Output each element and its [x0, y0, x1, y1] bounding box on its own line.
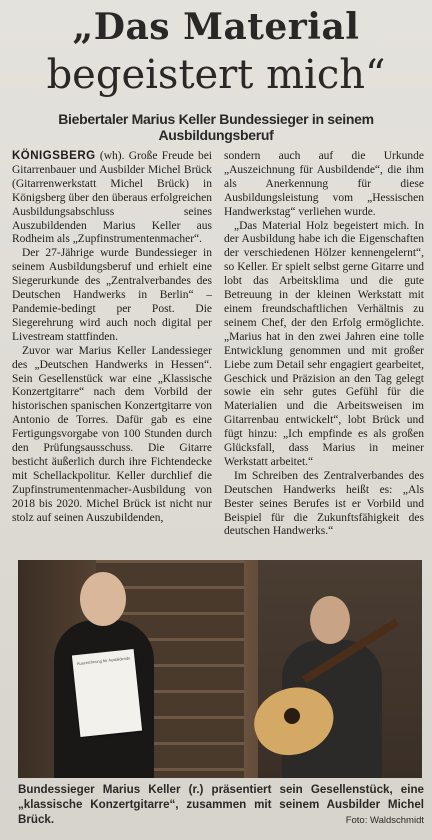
person-marius-keller-head	[310, 596, 350, 644]
dateline-location: KÖNIGSBERG	[12, 150, 96, 162]
headline-line-2: begeistert mich“	[46, 52, 386, 98]
photo-credit: Foto: Waldschmidt	[345, 815, 424, 826]
person-michel-brueck-head	[80, 572, 126, 626]
article-paragraph: sondern auch auf die Urkunde „Auszeichnung für Ausbildende“, die ihm als Anerkennung für diese Ausbildungsleistung vom „Hessischen Handwerkstag“ verliehen wurde.	[224, 150, 424, 218]
article-paragraph	[12, 150, 212, 247]
certificate	[72, 649, 142, 737]
article-photo	[18, 560, 422, 778]
caption-text: Bundessieger Marius Keller (r.) präsentiert sein Gesellenstück, eine „klassische Konzertgitarre“, zusammen mit seinem Ausbilder Michel Brück.	[18, 783, 424, 826]
guitar-soundhole	[284, 708, 300, 724]
subheadline: Biebertaler Marius Keller Bundessieger in seinem Ausbildungsberuf	[58, 111, 374, 143]
headline-line-1: „Das Material	[72, 6, 360, 48]
article-column-left	[12, 150, 212, 525]
article-paragraph: Im Schreiben des Zentralverbandes des Deutschen Handwerks heißt es: „Als Bester seines Berufes ist er Vorbild und Beispiel für die Zukunftsfähigkeit des deutschen Handwerks.“	[224, 469, 424, 538]
article-paragraph: Der 27-Jährige wurde Bundessieger in seinem Ausbildungsberuf und erhielt eine Siegerurkunde des „Zentralverbandes des Deutschen Handwerks in Berlin“ – Pandemie-bedingt per Post. Die Siegerehrung wird auch noch digital per Livestream stattfinden.	[12, 247, 212, 343]
photo-caption	[18, 782, 424, 828]
article-paragraph: Zuvor war Marius Keller Landessieger des „Deutschen Handwerks in Hessen“. Sein Gesellenstück war eine „Klassische Konzertgitarre“ nach dem Vorbild der historischen spanischen Konzertgitarre von Antonio de Torres. Dafür gab es eine Fertigungsvorgabe von 100 Stunden durch den Prüfungsausschuss. Die Gitarre besticht äußerlich durch ihre Fichtendecke mit Schellackpolitur. Keller durchlief die Zupfinstrumentenmacher-Ausbildung von 2018 bis 2020. Michel Brück ist nicht nur stolz auf seinen Auszubildenden,	[12, 344, 212, 524]
article-column-right	[224, 150, 424, 539]
article-paragraph: „Das Material Holz begeistert mich. In der Ausbildung habe ich die Eigenschaften der verschiedenen Hölzer kennengelernt“, so Keller. Er spielt selbst gerne Gitarre und lobt das Arbeitsklima und die gute Betreuung in der kleinen Werkstatt mit einem freundschaftlichen Verhältnis zu seinem Chef, der den Erfolg ermöglichte. „Marius hat in den zwei Jahren eine tolle Entwicklung genommen und mit großer Liebe zum Detail sehr engagiert gearbeitet, Geschick und Präzision an den Tag gelegt sowie ein sehr gutes Gefühl für die Materialien und die Arbeitsweisen im Gitarrenbau entwickelt“, lobt Brück und fügt hinzu: „Ich empfinde es als großen Glücksfall, dass Marius in meiner Werkstatt arbeitet.“	[224, 219, 424, 468]
paragraph-text: (wh). Große Freude bei Gitarrenbauer und Ausbilder Michel Brück (Gitarrenwerkstatt Michel Brück) in Königsberg über den überaus erfolgreichen Ausbildungsabschluss seines Auszubildenden Marius Keller aus Rodheim als „Zupfinstrumentenmacher“.	[12, 150, 212, 246]
certificate-title: Auszeichnung für Ausbildende	[76, 655, 131, 666]
